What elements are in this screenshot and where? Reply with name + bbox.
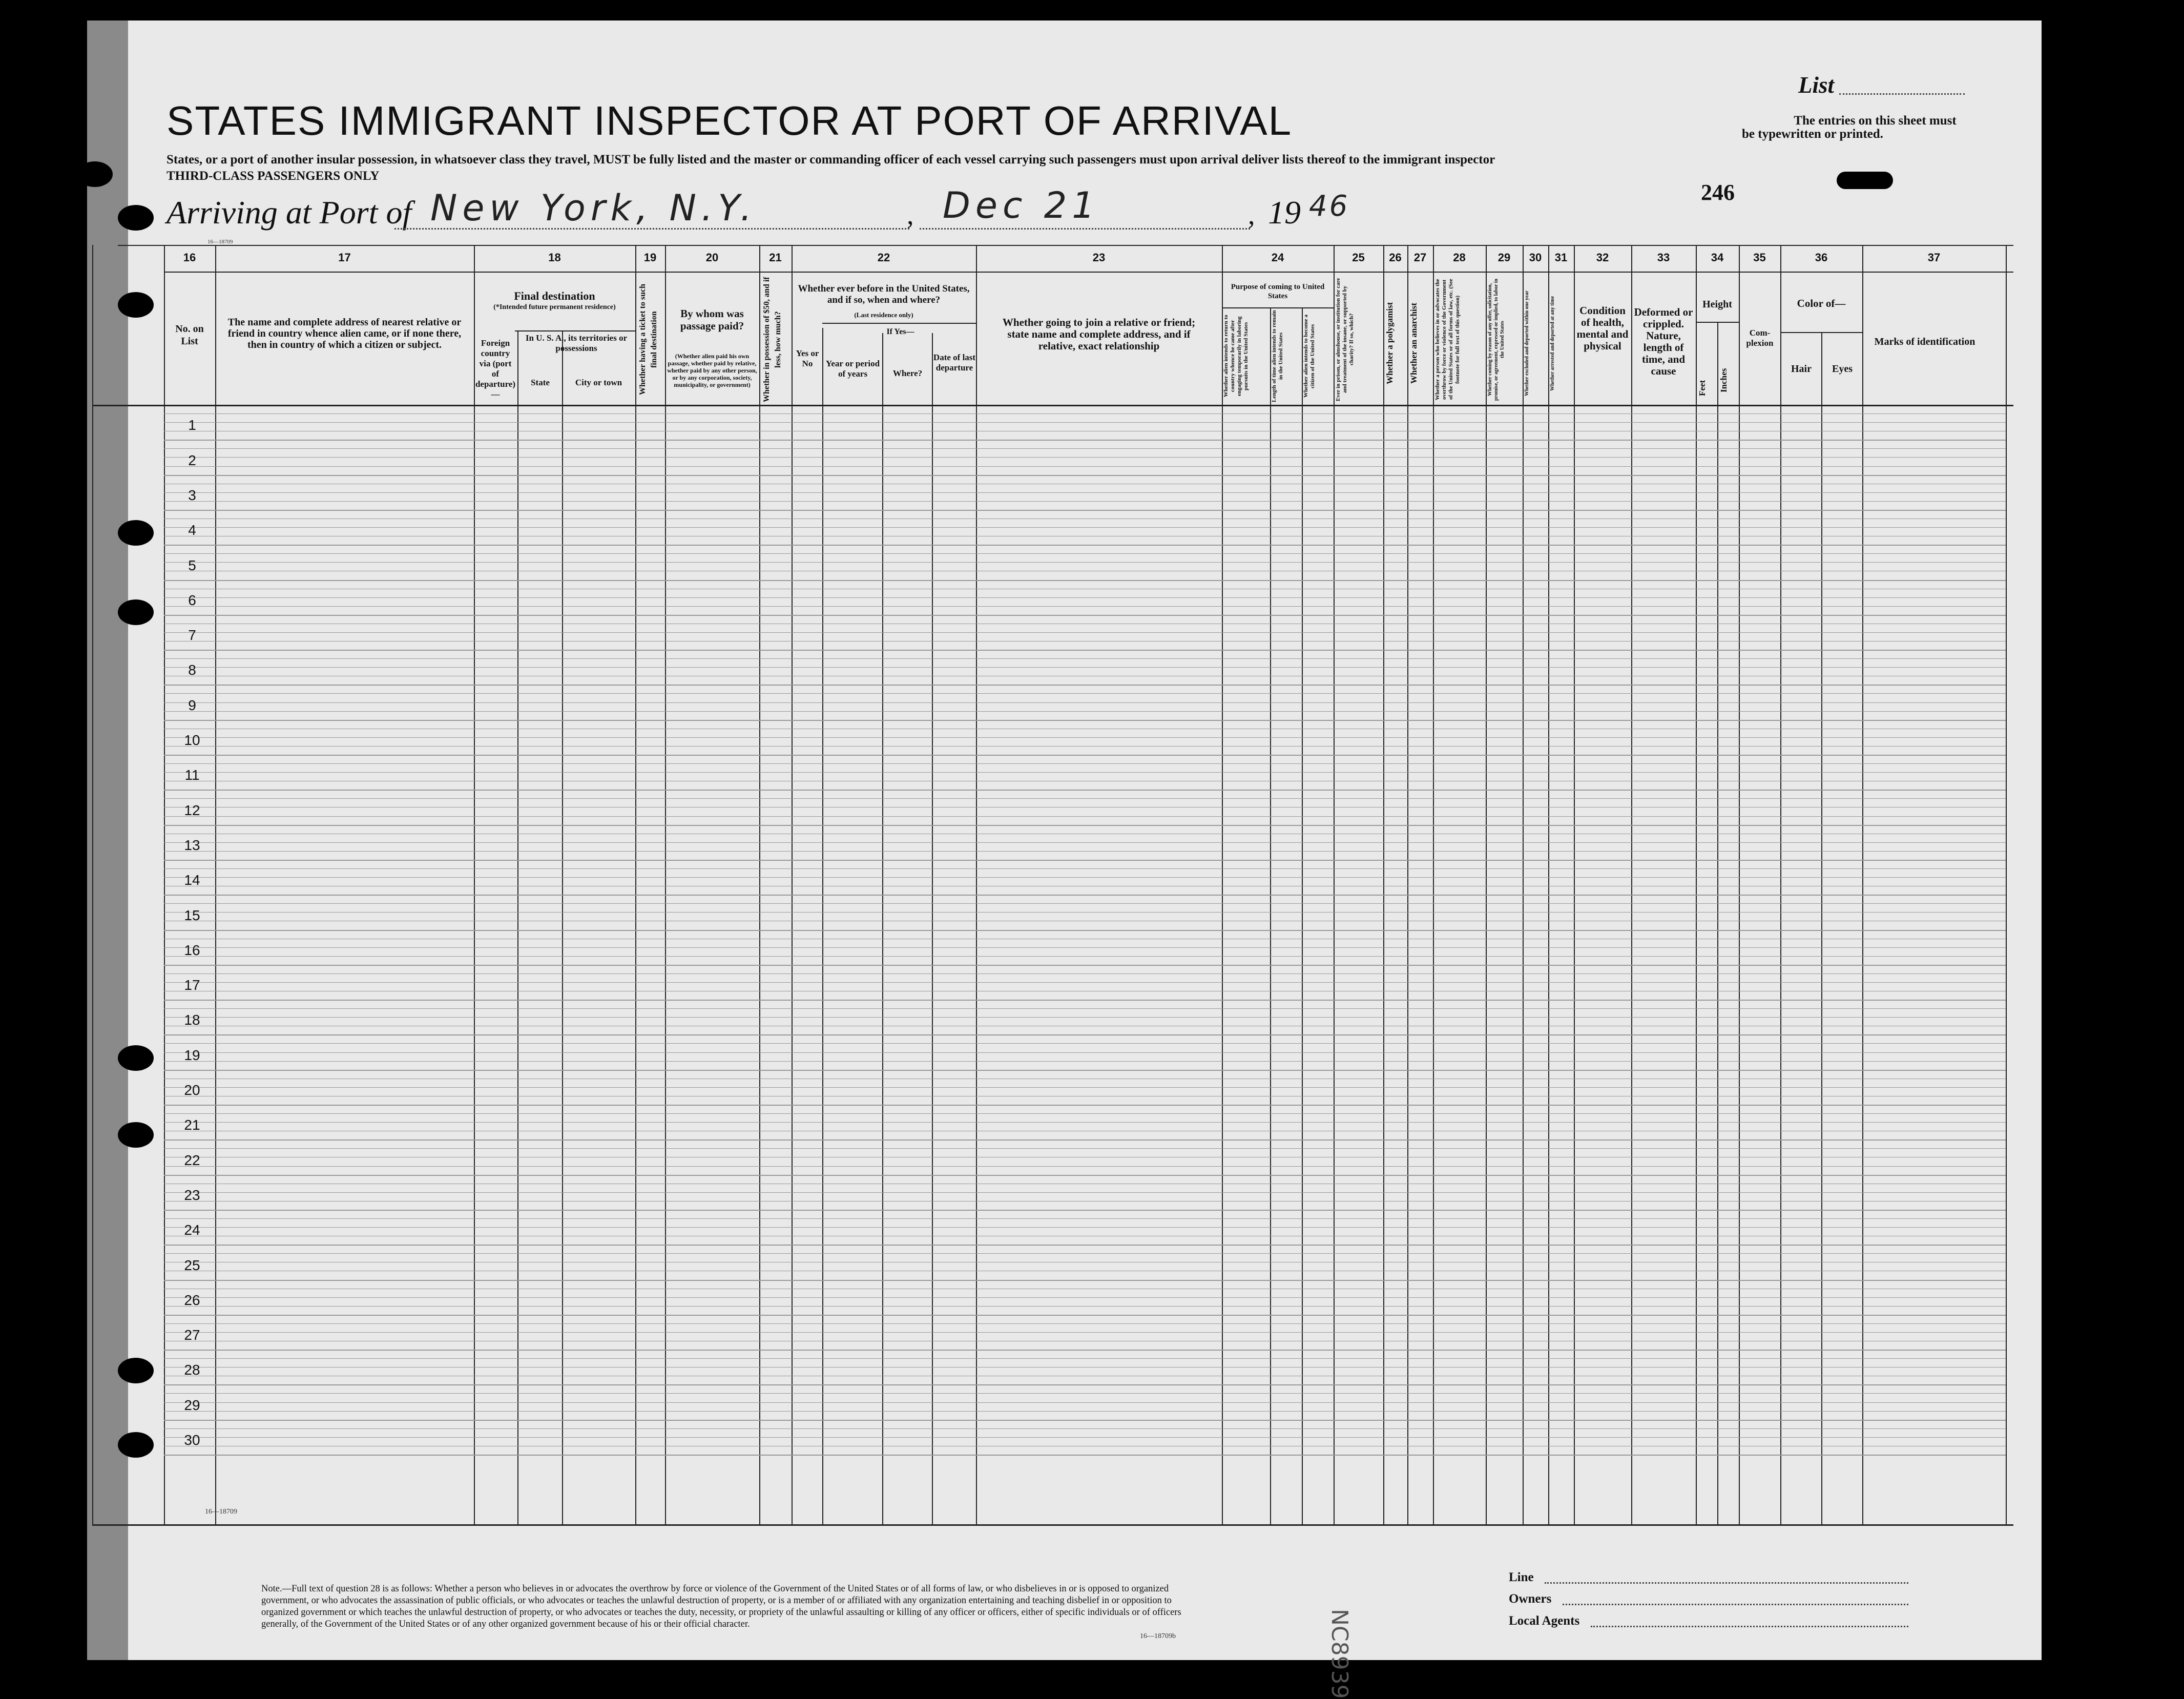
row-guide bbox=[164, 1122, 2006, 1123]
col34-title: Height bbox=[1702, 299, 1732, 310]
col22-where: Where? bbox=[892, 368, 923, 378]
row-rule bbox=[164, 1315, 2006, 1316]
row-guide bbox=[164, 1218, 2006, 1219]
col-num-22: 22 bbox=[877, 251, 890, 264]
row-guide bbox=[164, 501, 2006, 502]
row-rule bbox=[164, 1105, 2006, 1106]
col20-title: By whom was passage paid? bbox=[680, 307, 744, 332]
row-rule bbox=[164, 895, 2006, 896]
col36-hair: Hair bbox=[1791, 363, 1812, 375]
row-rule bbox=[164, 720, 2006, 721]
col20-sub: (Whether alien paid his own passage, whether paid by relative, whether paid by any other person, or by any corporation, society, municipality, or government) bbox=[667, 353, 757, 388]
col25-header: Ever in prison, or almshouse, or institution for care and treatment of the insane, or supported by charity? If so, which? bbox=[1335, 278, 1355, 401]
row-rule bbox=[164, 1175, 2006, 1176]
col28-header: Whether a person who believes in or advocates the overthrow by force or violence of the Government of the United States or of all forms of law, etc. (See footnote for full text of this question) bbox=[1434, 279, 1461, 400]
row-rule bbox=[164, 965, 2006, 966]
punch-hole bbox=[77, 161, 113, 187]
comma: , bbox=[1248, 199, 1255, 230]
row-rule bbox=[164, 860, 2006, 861]
row-rule bbox=[164, 825, 2006, 826]
row-guide bbox=[164, 632, 2006, 633]
row-guide bbox=[164, 1323, 2006, 1324]
col31-header: Whether arrested and deported at any time bbox=[1550, 296, 1555, 391]
col22-period: Year or period of years bbox=[825, 359, 880, 379]
row-number: 5 bbox=[188, 557, 196, 573]
row-number: 14 bbox=[184, 872, 200, 888]
row-rule bbox=[164, 545, 2006, 546]
col22-ifyes: If Yes— bbox=[886, 327, 914, 336]
col-num-16: 16 bbox=[183, 251, 196, 264]
form-code-top: 16—18709 bbox=[207, 239, 233, 245]
row-guide bbox=[164, 1043, 2006, 1044]
row-number: 4 bbox=[188, 522, 196, 538]
row-guide bbox=[164, 1017, 2006, 1018]
col-num-24: 24 bbox=[1271, 251, 1284, 264]
row-rule bbox=[164, 650, 2006, 651]
row-number: 3 bbox=[188, 487, 196, 503]
punch-hole bbox=[118, 205, 154, 231]
row-guide bbox=[164, 1358, 2006, 1359]
row-guide bbox=[164, 527, 2006, 528]
col18-title: Final destination bbox=[514, 289, 595, 302]
row-number: 30 bbox=[184, 1432, 200, 1448]
row-guide bbox=[164, 1297, 2006, 1298]
col22-yesno: Yes or No bbox=[796, 348, 819, 368]
row-guide bbox=[164, 1166, 2006, 1167]
row-rule bbox=[164, 440, 2006, 441]
row-rule bbox=[164, 1070, 2006, 1071]
punch-hole bbox=[118, 1045, 154, 1071]
col21-header: Whether in possession of $50, and if less, how much? bbox=[762, 277, 782, 402]
page-edge bbox=[87, 20, 128, 1660]
col23-header: Whether going to join a relative or friend; state name and complete address, and if relative, exact relationship bbox=[1002, 316, 1196, 352]
row-rule bbox=[164, 1245, 2006, 1246]
row-guide bbox=[164, 1306, 2006, 1307]
col34-feet: Feet bbox=[1697, 380, 1707, 397]
row-guide bbox=[164, 658, 2006, 659]
form-sheet bbox=[118, 20, 2042, 1660]
row-guide bbox=[164, 746, 2006, 747]
row-rule bbox=[164, 755, 2006, 756]
row-number: 16 bbox=[184, 942, 200, 958]
row-guide bbox=[164, 1113, 2006, 1114]
port-value[interactable]: New York, N.Y. bbox=[430, 187, 757, 229]
column-rule bbox=[882, 333, 883, 1524]
col-num-27: 27 bbox=[1413, 251, 1427, 264]
row-guide bbox=[164, 842, 2006, 843]
col-num-26: 26 bbox=[1389, 251, 1402, 264]
row-number: 23 bbox=[184, 1187, 200, 1203]
list-line bbox=[1839, 93, 1965, 95]
row-number: 7 bbox=[188, 627, 196, 644]
row-guide bbox=[164, 1428, 2006, 1429]
form-instruction: States, or a port of another insular possession, in whatsoever class they travel, MUST be fully listed and the master or commanding officer of each vessel carrying such passengers must upon arrival deliver lists thereof to the immigrant inspector bbox=[167, 153, 1495, 167]
column-rule bbox=[1302, 307, 1303, 1524]
arriving-port-label: Arriving at Port of bbox=[167, 194, 412, 231]
table-border bbox=[92, 245, 93, 1524]
col19-header: Whether having a ticket to such final destination bbox=[638, 283, 658, 396]
column-rule bbox=[1821, 332, 1822, 1524]
row-guide bbox=[164, 492, 2006, 493]
row-number: 17 bbox=[184, 977, 200, 993]
form-title: STATES IMMIGRANT INSPECTOR AT PORT OF ARRIVAL bbox=[167, 98, 1293, 143]
col18-city: City or town bbox=[575, 378, 622, 387]
entries-note-2: be typewritten or printed. bbox=[1742, 127, 1883, 141]
punch-hole bbox=[118, 520, 154, 546]
col-num-25: 25 bbox=[1352, 251, 1365, 264]
row-guide bbox=[164, 763, 2006, 764]
row-guide bbox=[164, 562, 2006, 563]
column-rule bbox=[2006, 245, 2007, 1524]
row-guide bbox=[164, 1402, 2006, 1403]
owners-label: Owners bbox=[1509, 1592, 1552, 1606]
row-number: 22 bbox=[184, 1152, 200, 1168]
row-guide bbox=[164, 667, 2006, 668]
col22-title: Whether ever before in the United States, and if so, when and where? bbox=[798, 283, 970, 305]
sub-rule bbox=[822, 323, 976, 324]
sheet-number: 246 bbox=[1701, 180, 1735, 205]
row-number: 13 bbox=[184, 837, 200, 853]
col-num-23: 23 bbox=[1092, 251, 1106, 264]
col-num-31: 31 bbox=[1554, 251, 1568, 264]
row-number: 29 bbox=[184, 1397, 200, 1413]
col30-header: Whether excluded and deported within one year bbox=[1524, 291, 1530, 396]
row-number: 12 bbox=[184, 802, 200, 818]
table-rule bbox=[118, 245, 2013, 246]
col24c-header: Whether alien intends to become a citizen of the United States bbox=[1303, 314, 1316, 398]
punch-hole bbox=[118, 1358, 154, 1383]
col34-inches: Inches bbox=[1719, 368, 1729, 393]
row-rule bbox=[164, 790, 2006, 791]
col-num-17: 17 bbox=[338, 251, 351, 264]
row-rule bbox=[164, 510, 2006, 511]
row-guide bbox=[164, 1411, 2006, 1412]
row-guide bbox=[164, 448, 2006, 449]
local-agents-label: Local Agents bbox=[1509, 1614, 1580, 1628]
col18-sub: (*Intended future permanent residence) bbox=[493, 303, 616, 311]
row-number: 20 bbox=[184, 1082, 200, 1098]
row-guide bbox=[164, 693, 2006, 694]
ink-blot bbox=[1837, 172, 1893, 189]
row-guide bbox=[164, 1253, 2006, 1254]
row-guide bbox=[164, 1437, 2006, 1438]
col16-header: No. on List bbox=[175, 323, 204, 347]
table-rule bbox=[92, 1524, 2013, 1526]
row-guide bbox=[164, 1367, 2006, 1368]
row-guide bbox=[164, 1008, 2006, 1009]
col22-sub: (Last residence only) bbox=[854, 311, 913, 319]
col36-eyes: Eyes bbox=[1832, 363, 1853, 375]
row-guide bbox=[164, 597, 2006, 598]
punch-hole bbox=[118, 599, 154, 625]
date-line bbox=[920, 228, 1250, 230]
row-guide bbox=[164, 798, 2006, 799]
comma: , bbox=[907, 199, 914, 230]
column-rule bbox=[1717, 322, 1718, 1524]
col-num-29: 29 bbox=[1497, 251, 1511, 264]
row-guide bbox=[164, 1332, 2006, 1333]
row-guide bbox=[164, 1393, 2006, 1394]
punch-hole bbox=[118, 1432, 154, 1458]
row-guide bbox=[164, 737, 2006, 738]
col24-title: Purpose of coming to United States bbox=[1231, 283, 1325, 300]
punch-hole bbox=[118, 1122, 154, 1148]
row-rule bbox=[164, 475, 2006, 476]
punch-hole bbox=[118, 292, 154, 318]
list-label: List bbox=[1798, 72, 1835, 98]
class-line: THIRD-CLASS PASSENGERS ONLY bbox=[167, 169, 380, 183]
sub-rule bbox=[515, 330, 635, 331]
row-guide bbox=[164, 877, 2006, 878]
row-guide bbox=[164, 816, 2006, 817]
col17-header: The name and complete address of nearest relative or friend in country whence alien came, or if none there, then in country of which a citizen or subject. bbox=[227, 317, 462, 350]
row-guide bbox=[164, 1227, 2006, 1228]
col-num-20: 20 bbox=[705, 251, 719, 264]
stamp-number: NC8939 bbox=[1326, 1609, 1353, 1699]
row-number: 1 bbox=[188, 417, 196, 433]
row-number: 15 bbox=[184, 907, 200, 923]
row-rule bbox=[164, 1384, 2006, 1385]
col35-header: Com-plexion bbox=[1746, 328, 1774, 348]
row-number: 24 bbox=[184, 1222, 200, 1238]
row-guide bbox=[164, 851, 2006, 852]
row-number: 9 bbox=[188, 697, 196, 713]
row-rule bbox=[164, 1139, 2006, 1141]
form-code-bottom: 16—18709 bbox=[205, 1508, 237, 1516]
row-number: 18 bbox=[184, 1012, 200, 1028]
row-guide bbox=[164, 1061, 2006, 1062]
col22-date: Date of last departure bbox=[933, 353, 976, 372]
row-guide bbox=[164, 772, 2006, 773]
year-prefix: 19 bbox=[1268, 194, 1301, 231]
sub-rule bbox=[1222, 307, 1334, 308]
row-rule bbox=[164, 1350, 2006, 1351]
row-guide bbox=[164, 956, 2006, 957]
col27-header: Whether an anarchist bbox=[1409, 302, 1419, 384]
row-guide bbox=[164, 466, 2006, 467]
row-guide bbox=[164, 457, 2006, 458]
form-code-footer: 16—18709b bbox=[1140, 1632, 1176, 1640]
table-rule bbox=[92, 405, 2013, 406]
row-number: 27 bbox=[184, 1327, 200, 1343]
row-guide bbox=[164, 947, 2006, 948]
line-field[interactable] bbox=[1545, 1582, 1908, 1584]
row-guide bbox=[164, 1148, 2006, 1149]
col26-header: Whether a polygamist bbox=[1385, 302, 1395, 385]
row-number: 10 bbox=[184, 732, 200, 748]
footnote: Note.—Full text of question 28 is as follows: Whether a person who believes in or advocates the overthrow by force or violence of the Government of the United States or of all forms of law, or who disbelieves in or is opposed to organized government, or who advocates the assassination of public officials, or who advocates or teaches the unlawful destruction of property, or is a member of or affiliated with any organization entertaining and teaching disbelief in or opposition to organized government or which teaches the unlawful destruction of property, or who advocates or teaches the duty, necessity, or propriety of the unlawful assaulting or killing of any officer or officers, either of specific individuals or of officers generally, of the Government of the United States or of any other organized government because of his or their official character. bbox=[261, 1584, 1181, 1629]
table-rule bbox=[164, 272, 2013, 273]
row-number: 19 bbox=[184, 1047, 200, 1063]
row-number: 26 bbox=[184, 1292, 200, 1308]
col32-header: Condition of health, mental and physical bbox=[1576, 304, 1629, 352]
col-num-33: 33 bbox=[1657, 251, 1670, 264]
col18-state: State bbox=[531, 378, 550, 387]
row-rule bbox=[164, 1455, 2006, 1456]
col-num-37: 37 bbox=[1927, 251, 1941, 264]
col18-foreign: Foreign country via (port of departure)— bbox=[475, 338, 516, 399]
column-rule bbox=[932, 333, 933, 1524]
entries-note-1: The entries on this sheet must bbox=[1794, 114, 1957, 128]
row-guide bbox=[164, 903, 2006, 904]
col-num-34: 34 bbox=[1711, 251, 1724, 264]
row-guide bbox=[164, 973, 2006, 974]
row-number: 25 bbox=[184, 1257, 200, 1273]
col-num-35: 35 bbox=[1753, 251, 1766, 264]
col18-usa: In U. S. A., its territories or possessions bbox=[525, 333, 628, 353]
row-guide bbox=[164, 711, 2006, 712]
row-guide bbox=[164, 1052, 2006, 1053]
year-suffix[interactable]: 46 bbox=[1309, 190, 1350, 223]
row-guide bbox=[164, 553, 2006, 554]
col-num-18: 18 bbox=[548, 251, 561, 264]
row-guide bbox=[164, 912, 2006, 913]
col-num-32: 32 bbox=[1596, 251, 1609, 264]
row-number: 21 bbox=[184, 1117, 200, 1133]
agents-field[interactable] bbox=[1591, 1626, 1908, 1627]
column-rule bbox=[822, 328, 823, 1524]
col-num-21: 21 bbox=[769, 251, 782, 264]
date-value[interactable]: Dec 21 bbox=[943, 184, 1100, 226]
col-num-36: 36 bbox=[1815, 251, 1828, 264]
row-number: 8 bbox=[188, 662, 196, 678]
row-guide bbox=[164, 422, 2006, 423]
line-label: Line bbox=[1509, 1570, 1534, 1584]
row-rule bbox=[164, 1280, 2006, 1281]
col36-title: Color of— bbox=[1797, 297, 1846, 309]
row-rule bbox=[164, 685, 2006, 686]
row-rule bbox=[164, 615, 2006, 616]
row-guide bbox=[164, 702, 2006, 703]
col29-header: Whether coming by reason of any offer, solicitation, promise, or agreement, expressed or implied, to labor in the United States bbox=[1487, 278, 1505, 401]
col37-header: Marks of identification bbox=[1874, 336, 1975, 347]
column-rule bbox=[1270, 307, 1271, 1524]
row-guide bbox=[164, 1087, 2006, 1088]
row-number: 28 bbox=[184, 1362, 200, 1378]
col24b-header: Length of time alien intends to remain in the United States bbox=[1271, 310, 1284, 402]
row-guide bbox=[164, 982, 2006, 983]
col-num-19: 19 bbox=[643, 251, 657, 264]
col33-header: Deformed or crippled. Nature, length of time, and cause bbox=[1634, 306, 1693, 377]
row-number: 6 bbox=[188, 592, 196, 608]
row-rule bbox=[164, 1034, 2006, 1035]
row-rule bbox=[164, 1420, 2006, 1421]
row-number: 2 bbox=[188, 452, 196, 468]
row-rule bbox=[164, 930, 2006, 931]
col-num-30: 30 bbox=[1529, 251, 1542, 264]
row-guide bbox=[164, 413, 2006, 414]
col-num-28: 28 bbox=[1453, 251, 1466, 264]
owners-field[interactable] bbox=[1563, 1604, 1908, 1605]
row-number: 11 bbox=[184, 767, 200, 783]
row-rule bbox=[164, 1210, 2006, 1211]
row-guide bbox=[164, 1192, 2006, 1193]
row-rule bbox=[164, 1000, 2006, 1001]
row-guide bbox=[164, 606, 2006, 607]
row-guide bbox=[164, 868, 2006, 869]
col24a-header: Whether alien intends to return to country whence he came after engaging temporarily in laboring pursuits in the United States bbox=[1223, 315, 1249, 398]
row-rule bbox=[164, 580, 2006, 581]
